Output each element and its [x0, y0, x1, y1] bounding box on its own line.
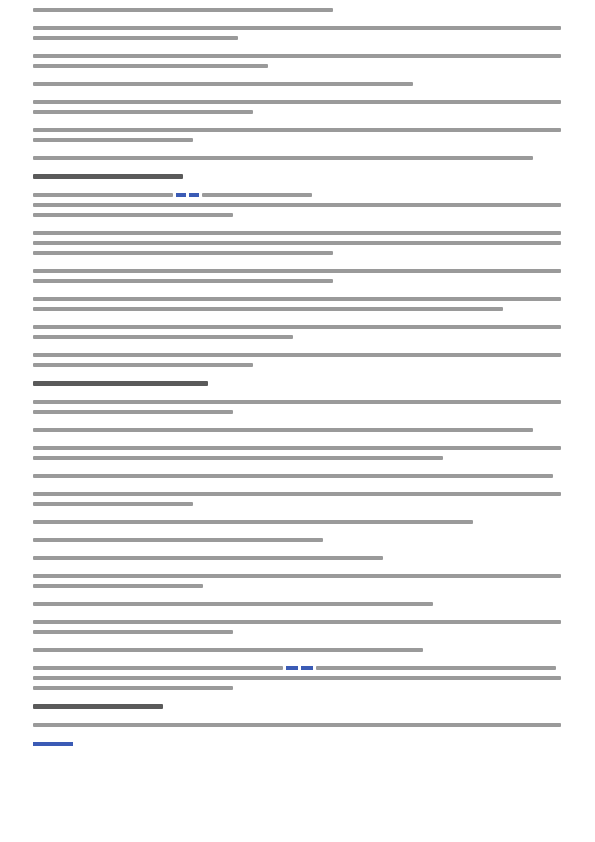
- paragraph: [33, 428, 561, 432]
- text-line: [202, 193, 312, 197]
- link[interactable]: [301, 666, 313, 670]
- paragraph: [33, 520, 561, 524]
- text-line: [33, 648, 423, 652]
- text-line: [33, 446, 561, 450]
- paragraph: [33, 556, 561, 560]
- text-line: [33, 538, 323, 542]
- text-line: [33, 138, 193, 142]
- text-line: [33, 36, 238, 40]
- text-line: [33, 520, 473, 524]
- text-line: [33, 193, 173, 197]
- text-line: [33, 8, 333, 12]
- paragraph: [33, 400, 561, 414]
- paragraph: [33, 666, 561, 690]
- paragraph: [33, 156, 561, 160]
- document-page: [33, 8, 561, 765]
- paragraph: [33, 538, 561, 542]
- paragraph: [33, 723, 561, 751]
- text-line: [33, 574, 561, 578]
- text-line: [33, 82, 413, 86]
- paragraph: [33, 297, 561, 311]
- text-line: [33, 279, 333, 283]
- paragraph: [33, 8, 561, 12]
- section-heading: [33, 704, 163, 709]
- paragraph: [33, 574, 561, 588]
- text-line: [33, 428, 533, 432]
- text-line: [33, 128, 561, 132]
- text-line: [33, 213, 233, 217]
- paragraph: [33, 325, 561, 339]
- text-line: [33, 474, 553, 478]
- text-line: [316, 666, 556, 670]
- text-line: [33, 410, 233, 414]
- paragraph: [33, 602, 561, 606]
- section-heading: [33, 381, 208, 386]
- paragraph: [33, 100, 561, 114]
- text-line: [33, 156, 533, 160]
- text-line: [33, 363, 253, 367]
- paragraph: [33, 446, 561, 460]
- paragraph: [33, 203, 561, 217]
- text-line: [33, 231, 561, 235]
- text-line: [33, 723, 561, 727]
- text-line: [33, 630, 233, 634]
- text-line: [33, 400, 561, 404]
- paragraph: [33, 82, 561, 86]
- text-line: [33, 203, 561, 207]
- text-line: [33, 556, 383, 560]
- text-line: [33, 54, 561, 58]
- text-line: [33, 335, 293, 339]
- text-line: [33, 492, 561, 496]
- text-line: [33, 584, 203, 588]
- paragraph: [33, 269, 561, 283]
- link[interactable]: [33, 742, 73, 746]
- paragraph: [33, 492, 561, 506]
- text-line: [33, 110, 253, 114]
- text-line: [33, 666, 283, 670]
- text-line: [33, 307, 503, 311]
- text-line: [33, 325, 561, 329]
- text-line: [33, 676, 561, 680]
- paragraph: [33, 620, 561, 634]
- section-heading: [33, 174, 183, 179]
- text-line: [33, 251, 333, 255]
- text-line: [33, 456, 443, 460]
- text-line: [33, 26, 561, 30]
- text-line: [33, 620, 561, 624]
- paragraph: [33, 231, 561, 255]
- paragraph: [33, 26, 561, 40]
- text-line: [33, 241, 561, 245]
- text-line: [33, 297, 561, 301]
- link[interactable]: [189, 193, 199, 197]
- text-line: [33, 269, 561, 273]
- paragraph: [33, 353, 561, 367]
- paragraph: [33, 128, 561, 142]
- paragraph: [33, 54, 561, 68]
- text-line: [33, 353, 561, 357]
- text-line: [33, 686, 233, 690]
- text-line: [33, 100, 561, 104]
- paragraph: [33, 648, 561, 652]
- link[interactable]: [286, 666, 298, 670]
- text-line: [33, 502, 193, 506]
- text-line: [33, 602, 433, 606]
- link[interactable]: [176, 193, 186, 197]
- paragraph: [33, 474, 561, 478]
- text-line: [33, 64, 268, 68]
- paragraph: [33, 193, 561, 197]
